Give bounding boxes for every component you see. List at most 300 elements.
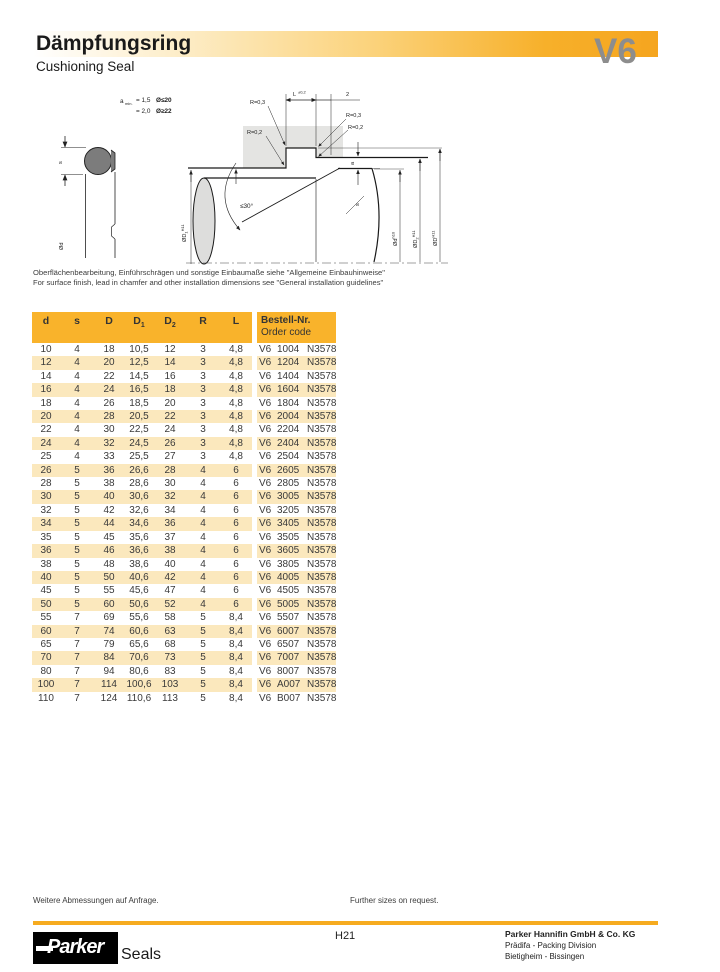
cell-col0: 25: [32, 450, 60, 463]
column-header-l: L: [220, 312, 252, 343]
cell-col3: 35,6: [124, 531, 154, 544]
cell-col4: 32: [154, 490, 186, 503]
table-row: [32, 423, 336, 436]
cell-col0: 38: [32, 558, 60, 571]
cell-col0: 40: [32, 571, 60, 584]
order-code-cell: V6 2605 N3578: [259, 464, 337, 476]
cell-col6: 8,4: [220, 638, 252, 651]
table-row: [32, 477, 336, 490]
column-header-r: R: [186, 312, 220, 343]
cell-col5: 5: [186, 678, 220, 691]
cell-col2: 33: [94, 450, 124, 463]
dim-L-tol: ±0,2: [298, 89, 306, 95]
cell-col2: 60: [94, 598, 124, 611]
amin-eq2: = 2,0: [136, 108, 151, 115]
table-row: [32, 343, 336, 356]
cell-col4: 20: [154, 397, 186, 410]
cell-col3: 26,6: [124, 464, 154, 477]
cell-col4: 22: [154, 410, 186, 423]
order-code-cell: V6 1004 N3578: [259, 344, 337, 355]
cell-col1: 4: [60, 383, 94, 396]
cell-col0: 14: [32, 370, 60, 383]
cell-col6: 6: [220, 584, 252, 597]
order-code-cell: V6 1204 N3578: [259, 357, 337, 369]
cell-col0: 34: [32, 517, 60, 530]
cell-col2: 94: [94, 665, 124, 678]
table-row: [32, 410, 336, 423]
cell-col4: 58: [154, 611, 186, 624]
cell-col5: 3: [186, 370, 220, 383]
table-row: [32, 598, 336, 611]
cell-col3: 16,5: [124, 383, 154, 396]
order-code-cell: V6 5005 N3578: [259, 598, 337, 610]
order-code-subtitle: Order code: [261, 327, 312, 338]
cell-col5: 4: [186, 504, 220, 517]
order-code-title: Bestell-Nr.: [261, 315, 311, 326]
page-number: H21: [335, 930, 356, 942]
cell-col1: 5: [60, 490, 94, 503]
cell-col2: 24: [94, 383, 124, 396]
cell-col2: 74: [94, 625, 124, 638]
table-row: [32, 584, 336, 597]
order-code-cell: V6 3805 N3578: [259, 558, 337, 570]
cell-col1: 5: [60, 598, 94, 611]
cell-col3: 34,6: [124, 517, 154, 530]
cell-col5: 3: [186, 410, 220, 423]
cell-col6: 6: [220, 531, 252, 544]
order-code-cell: V6 3605 N3578: [259, 545, 337, 557]
cell-col5: 3: [186, 383, 220, 396]
cell-col6: 6: [220, 598, 252, 611]
order-code-cell: V6 A007 N3578: [259, 679, 337, 691]
cell-col0: 45: [32, 584, 60, 597]
cell-col4: 83: [154, 665, 186, 678]
cell-col6: 8,4: [220, 692, 252, 705]
cell-col6: 6: [220, 544, 252, 557]
cell-col5: 5: [186, 651, 220, 664]
cell-col4: 28: [154, 464, 186, 477]
cell-col3: 32,6: [124, 504, 154, 517]
table-row: [32, 571, 336, 584]
cell-col5: 4: [186, 464, 220, 477]
order-code-cell: V6 2004 N3578: [259, 411, 337, 423]
cell-col2: 48: [94, 558, 124, 571]
shaft-end: [193, 178, 215, 264]
angle-label: ≤30°: [240, 203, 254, 210]
table-row: [32, 490, 336, 503]
cell-col5: 3: [186, 397, 220, 410]
cell-col6: 6: [220, 571, 252, 584]
dim-od2-label: $ØD_2^{H11}$: [411, 230, 420, 248]
cell-col4: 16: [154, 370, 186, 383]
cell-col6: 6: [220, 477, 252, 490]
table-row: [32, 651, 336, 664]
cell-col5: 3: [186, 423, 220, 436]
company-address: [505, 929, 635, 962]
cell-col0: 20: [32, 410, 60, 423]
cell-col0: 24: [32, 437, 60, 450]
dim-a-label: a: [350, 161, 356, 165]
company-division: Prädifa - Packing Division: [505, 941, 597, 950]
cell-col4: 24: [154, 423, 186, 436]
table-row: [32, 544, 336, 557]
cell-col5: 5: [186, 625, 220, 638]
cell-col5: 4: [186, 544, 220, 557]
cell-col4: 73: [154, 651, 186, 664]
cell-col5: 4: [186, 517, 220, 530]
cell-col1: 5: [60, 464, 94, 477]
cell-col0: 55: [32, 611, 60, 624]
cell-col2: 114: [94, 678, 124, 691]
more-sizes-german: Weitere Abmessungen auf Anfrage.: [33, 896, 159, 905]
cell-col6: 8,4: [220, 625, 252, 638]
table-header-row: [32, 312, 336, 343]
cell-col5: 4: [186, 558, 220, 571]
cell-col2: 124: [94, 692, 124, 705]
cell-col3: 45,6: [124, 584, 154, 597]
cell-col5: 3: [186, 343, 220, 356]
cell-col3: 10,5: [124, 343, 154, 356]
cell-col2: 79: [94, 638, 124, 651]
table-row: [32, 517, 336, 530]
cell-col3: 70,6: [124, 651, 154, 664]
cell-col1: 5: [60, 531, 94, 544]
cell-col1: 5: [60, 571, 94, 584]
brand-suffix: Seals: [121, 946, 162, 963]
cell-col6: 8,4: [220, 665, 252, 678]
order-code-cell: V6 1804 N3578: [259, 397, 337, 409]
cell-col1: 5: [60, 544, 94, 557]
cell-col4: 37: [154, 531, 186, 544]
cell-col4: 40: [154, 558, 186, 571]
dim-L-label: L: [293, 92, 297, 98]
column-header-d1: $D_1$: [124, 312, 154, 343]
cell-col4: 12: [154, 343, 186, 356]
cell-col5: 5: [186, 665, 220, 678]
cell-col2: 44: [94, 517, 124, 530]
table-row: [32, 625, 336, 638]
table-row: [32, 611, 336, 624]
order-code-cell: V6 3205 N3578: [259, 504, 337, 516]
cell-col4: 36: [154, 517, 186, 530]
order-code-cell: V6 2504 N3578: [259, 451, 337, 463]
cell-col0: 60: [32, 625, 60, 638]
cell-col6: 8,4: [220, 611, 252, 624]
cell-col1: 4: [60, 450, 94, 463]
cell-col0: 65: [32, 638, 60, 651]
cell-col3: 55,6: [124, 611, 154, 624]
cell-col2: 42: [94, 504, 124, 517]
table-row: [32, 464, 336, 477]
cell-col3: 38,6: [124, 558, 154, 571]
cell-col1: 4: [60, 437, 94, 450]
cell-col6: 6: [220, 464, 252, 477]
cell-col2: 40: [94, 490, 124, 503]
cell-col5: 4: [186, 490, 220, 503]
cell-col2: 45: [94, 531, 124, 544]
cell-col1: 5: [60, 584, 94, 597]
cell-col0: 110: [32, 692, 60, 705]
cell-col2: 32: [94, 437, 124, 450]
cell-col3: 80,6: [124, 665, 154, 678]
cell-col4: 113: [154, 692, 186, 705]
cell-col0: 35: [32, 531, 60, 544]
cell-col5: 4: [186, 571, 220, 584]
cell-col0: 36: [32, 544, 60, 557]
cell-col4: 52: [154, 598, 186, 611]
cell-col1: 7: [60, 611, 94, 624]
cell-col0: 28: [32, 477, 60, 490]
cell-col3: 30,6: [124, 490, 154, 503]
seal-section-circle: [85, 148, 112, 175]
cell-col0: 30: [32, 490, 60, 503]
cell-col6: 4,8: [220, 437, 252, 450]
order-code-cell: V6 4005 N3578: [259, 571, 337, 583]
table-row: [32, 692, 336, 705]
table-row: [32, 450, 336, 463]
column-header-s: s: [60, 312, 94, 343]
cell-col6: 6: [220, 558, 252, 571]
cell-col6: 4,8: [220, 410, 252, 423]
cell-col6: 6: [220, 490, 252, 503]
cell-col5: 4: [186, 598, 220, 611]
cell-col4: 26: [154, 437, 186, 450]
cell-col0: 22: [32, 423, 60, 436]
order-code-cell: V6 3505 N3578: [259, 531, 337, 543]
dim-od-shaft-label: $Ød^{h10}$: [390, 231, 399, 246]
amin-cond1: Ø≤20: [156, 97, 172, 104]
cell-col6: 4,8: [220, 383, 252, 396]
cell-col3: 36,6: [124, 544, 154, 557]
cell-col0: 12: [32, 356, 60, 369]
table-row: [32, 437, 336, 450]
amin-cond2: Ø≥22: [156, 108, 172, 115]
technical-drawing: [28, 84, 468, 269]
cell-col5: 3: [186, 356, 220, 369]
cell-col1: 4: [60, 343, 94, 356]
order-code-cell: V6 3005 N3578: [259, 491, 337, 503]
cell-col6: 4,8: [220, 397, 252, 410]
cell-col1: 4: [60, 423, 94, 436]
table-row: [32, 397, 336, 410]
cell-col5: 3: [186, 437, 220, 450]
order-code-cell: V6 6507 N3578: [259, 638, 337, 650]
amin-symbol: a: [120, 98, 124, 105]
cell-col6: 4,8: [220, 450, 252, 463]
cell-col4: 42: [154, 571, 186, 584]
cell-col5: 5: [186, 611, 220, 624]
cell-col5: 4: [186, 584, 220, 597]
cell-col4: 30: [154, 477, 186, 490]
footer-accent-bar: [33, 921, 658, 925]
cell-col0: 10: [32, 343, 60, 356]
cell-col2: 46: [94, 544, 124, 557]
radius-label-r03-right: R=0,3: [346, 113, 362, 119]
table-row: [32, 558, 336, 571]
cell-col3: 14,5: [124, 370, 154, 383]
amin-sub: min.: [125, 101, 133, 106]
cell-col3: 28,6: [124, 477, 154, 490]
cell-col2: 18: [94, 343, 124, 356]
column-header-d: d: [32, 312, 60, 343]
order-code-cell: V6 1604 N3578: [259, 384, 337, 396]
cell-col2: 20: [94, 356, 124, 369]
cell-col3: 65,6: [124, 638, 154, 651]
order-code-cell: V6 2805 N3578: [259, 478, 337, 490]
cell-col1: 5: [60, 558, 94, 571]
cell-col4: 68: [154, 638, 186, 651]
cell-col1: 7: [60, 692, 94, 705]
cell-col0: 50: [32, 598, 60, 611]
order-code-cell: V6 6007 N3578: [259, 625, 337, 637]
angle-arc: [225, 163, 240, 230]
cell-col1: 5: [60, 477, 94, 490]
cell-col1: 4: [60, 410, 94, 423]
parker-logo: [33, 932, 118, 964]
order-code-cell: V6 B007 N3578: [259, 692, 337, 704]
cell-col6: 6: [220, 517, 252, 530]
cell-col3: 110,6: [124, 692, 154, 705]
dim-od-label: $ØD^{H11}$: [430, 230, 439, 246]
company-name: Parker Hannifin GmbH & Co. KG: [505, 929, 636, 939]
cell-col2: 28: [94, 410, 124, 423]
cell-col2: 55: [94, 584, 124, 597]
cell-col4: 34: [154, 504, 186, 517]
amin-annotation: [120, 97, 172, 115]
cell-col4: 18: [154, 383, 186, 396]
cell-col2: 69: [94, 611, 124, 624]
order-code-cell: V6 2204 N3578: [259, 424, 337, 436]
parker-logo-wordmark: Parker: [47, 936, 104, 958]
cell-col0: 16: [32, 383, 60, 396]
cell-col3: 40,6: [124, 571, 154, 584]
radius-label-r02-right: R=0,2: [348, 125, 364, 131]
cell-col4: 14: [154, 356, 186, 369]
cell-col6: 4,8: [220, 370, 252, 383]
cell-col0: 32: [32, 504, 60, 517]
dim-s-label-right: s: [355, 203, 361, 206]
table-row: [32, 370, 336, 383]
cell-col1: 7: [60, 651, 94, 664]
cell-col2: 50: [94, 571, 124, 584]
cell-col1: 7: [60, 678, 94, 691]
cell-col4: 38: [154, 544, 186, 557]
cell-col3: 25,5: [124, 450, 154, 463]
cell-col5: 4: [186, 531, 220, 544]
note-english: For surface finish, lead in chamfer and other installation dimensions see "General installation guidelines": [33, 278, 384, 287]
cell-col4: 63: [154, 625, 186, 638]
cell-col3: 12,5: [124, 356, 154, 369]
order-code-cell: V6 4505 N3578: [259, 585, 337, 597]
table-row: [32, 531, 336, 544]
installation-view-lines: [188, 148, 428, 264]
seal-cross-section: [61, 136, 115, 258]
cell-col0: 26: [32, 464, 60, 477]
cell-col1: 4: [60, 356, 94, 369]
note-german: Oberflächenbearbeitung, Einführschrägen und sonstige Einbaumaße siehe "Allgemeine Einbauhinweise": [33, 268, 385, 277]
cell-col6: 4,8: [220, 343, 252, 356]
dim-2-label: 2: [346, 92, 350, 98]
column-header-d2: $D_2$: [154, 312, 186, 343]
cell-col4: 103: [154, 678, 186, 691]
order-code-header: [257, 312, 336, 343]
cell-col1: 7: [60, 638, 94, 651]
company-city: Bietigheim - Bissingen: [505, 952, 585, 961]
diameter-dimensions: [191, 148, 442, 264]
column-header-d: D: [94, 312, 124, 343]
cell-col6: 4,8: [220, 423, 252, 436]
dim-d-label: Ød: [59, 242, 65, 250]
cell-col3: 60,6: [124, 625, 154, 638]
table-row: [32, 665, 336, 678]
cell-col0: 100: [32, 678, 60, 691]
order-code-cell: V6 2404 N3578: [259, 437, 337, 449]
dim-s-label: s: [58, 161, 64, 164]
cell-col3: 24,5: [124, 437, 154, 450]
cell-col6: 8,4: [220, 651, 252, 664]
cell-col1: 7: [60, 625, 94, 638]
cell-col1: 4: [60, 370, 94, 383]
cell-col2: 84: [94, 651, 124, 664]
more-sizes-english: Further sizes on request.: [350, 896, 439, 905]
table-body: [32, 343, 336, 705]
page-subtitle: Cushioning Seal: [36, 59, 135, 74]
order-code-cell: V6 1404 N3578: [259, 370, 337, 382]
table-row: [32, 504, 336, 517]
table-row: [32, 678, 336, 691]
order-code-cell: V6 5507 N3578: [259, 612, 337, 624]
table-row: [32, 356, 336, 369]
cell-col2: 22: [94, 370, 124, 383]
amin-eq1: = 1,5: [136, 97, 151, 104]
cell-col3: 20,5: [124, 410, 154, 423]
order-code-cell: V6 3405 N3578: [259, 518, 337, 530]
table-row: [32, 638, 336, 651]
cell-col0: 80: [32, 665, 60, 678]
cell-col2: 38: [94, 477, 124, 490]
cell-col2: 36: [94, 464, 124, 477]
cell-col3: 18,5: [124, 397, 154, 410]
radius-label-r03-left: R=0,3: [250, 100, 266, 106]
order-code-cell: V6 7007 N3578: [259, 652, 337, 664]
cell-col3: 50,6: [124, 598, 154, 611]
dimension-table: [32, 312, 336, 705]
cell-col4: 47: [154, 584, 186, 597]
order-code-cell: V6 8007 N3578: [259, 665, 337, 677]
cell-col5: 5: [186, 692, 220, 705]
cell-col1: 5: [60, 504, 94, 517]
dim-od1-label: $ØD_1^{H11}$: [180, 224, 189, 242]
cell-col2: 30: [94, 423, 124, 436]
cell-col1: 4: [60, 397, 94, 410]
cell-col6: 6: [220, 504, 252, 517]
cell-col2: 26: [94, 397, 124, 410]
cell-col6: 8,4: [220, 678, 252, 691]
radius-label-r02-left: R=0,2: [247, 130, 263, 136]
cell-col1: 7: [60, 665, 94, 678]
cell-col0: 18: [32, 397, 60, 410]
cell-col3: 100,6: [124, 678, 154, 691]
series-code: V6: [594, 32, 637, 71]
table-row: [32, 383, 336, 396]
cell-col5: 3: [186, 450, 220, 463]
cell-col0: 70: [32, 651, 60, 664]
cell-col5: 5: [186, 638, 220, 651]
page-title: Dämpfungsring: [36, 32, 192, 55]
cell-col3: 22,5: [124, 423, 154, 436]
cell-col4: 27: [154, 450, 186, 463]
cell-col6: 4,8: [220, 356, 252, 369]
